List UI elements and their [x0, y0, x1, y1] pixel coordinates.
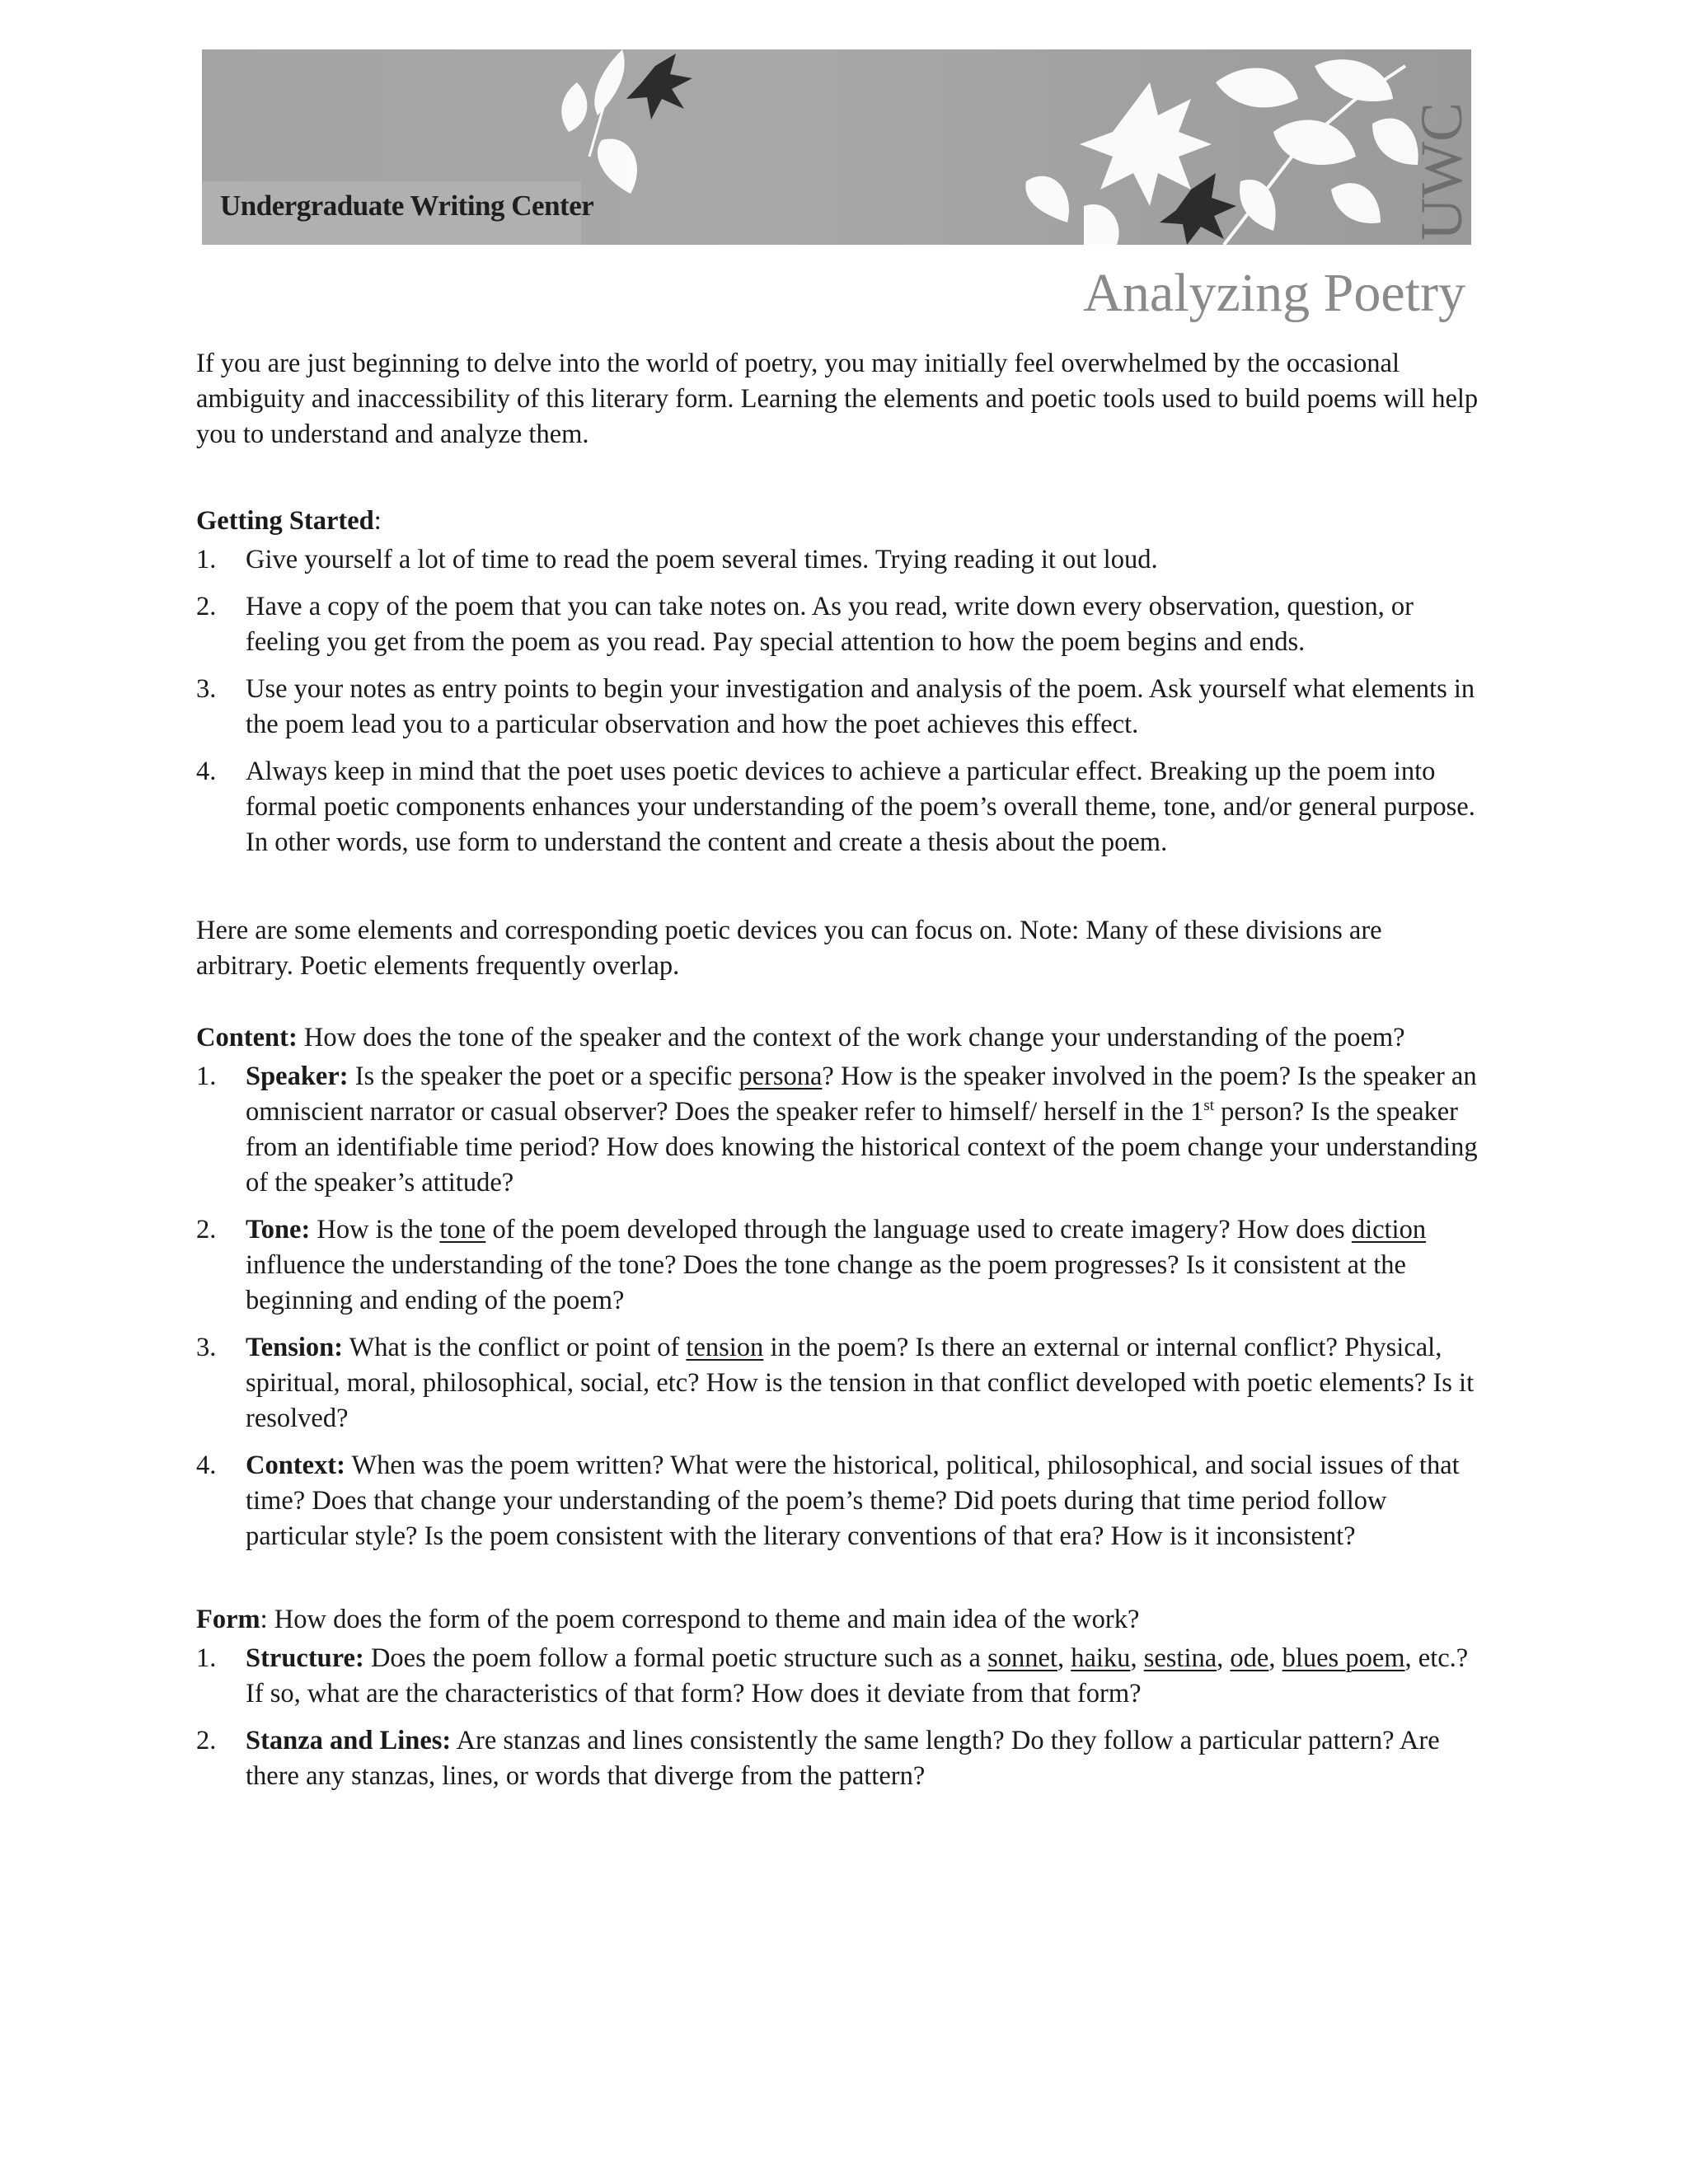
- form-heading: [196, 1602, 1482, 1638]
- spacer: [196, 984, 1482, 1020]
- list-item-number: 1.: [196, 1062, 217, 1091]
- context-item: [196, 1448, 1482, 1554]
- separator: ,: [1057, 1643, 1071, 1673]
- tone-text: of the poem developed through the language used to create imagery? How does: [485, 1215, 1352, 1244]
- speaker-text: person? Is the speaker from an identifiable time period? How does knowing the historical context of the poem change your understanding of the speaker’s attitude?: [246, 1097, 1478, 1197]
- list-item-text: Always keep in mind that the poet uses poetic devices to achieve a particular effect. Breaking up the poem into formal poetic components enhances your understanding of the poem’s overall theme, tone, and/or general purpose. In other words, use form to understand the content and create a thesis about the poem.: [246, 757, 1475, 857]
- tone-text: influence the understanding of the tone? Does the tone change as the poem progresses? Is it consistent at the beginning and ending of the poem?: [246, 1250, 1406, 1315]
- persona-link[interactable]: persona: [738, 1062, 823, 1091]
- speaker-text: ? How is the speaker involved in the poem? Is the speaker an omniscient narrator or casual observer? Does the speaker refer to himself/ herself in the 1: [246, 1062, 1477, 1127]
- uwc-logo-text: UWC: [1409, 102, 1475, 241]
- structure-term: Structure:: [246, 1643, 364, 1673]
- list-item-number: 2.: [196, 1215, 217, 1244]
- document-body: [196, 346, 1482, 1806]
- tension-item: [196, 1330, 1482, 1436]
- list-item: [196, 542, 1482, 578]
- separator: ,: [1268, 1643, 1282, 1673]
- tension-term: Tension:: [246, 1333, 344, 1362]
- context-text: When was the poem written? What were the historical, political, philosophical, and social issues of that time? Does that change your understanding of the poem’s theme? Did poets during that time period follow particular style? Is the poem consistent with the literary conventions of that era? How is it inconsistent?: [246, 1451, 1460, 1551]
- tension-link[interactable]: tension: [686, 1333, 764, 1362]
- separator: ,: [1130, 1643, 1144, 1673]
- speaker-term: Speaker:: [246, 1062, 349, 1091]
- form-list: [196, 1641, 1482, 1794]
- form-section: [196, 1602, 1482, 1794]
- tone-term: Tone:: [246, 1215, 311, 1244]
- structure-text: Does the poem follow a formal poetic structure such as a: [363, 1643, 988, 1673]
- sestina-link[interactable]: sestina: [1143, 1643, 1217, 1673]
- list-item-number: 4.: [196, 1451, 217, 1480]
- list-item-number: 3.: [196, 674, 217, 704]
- form-heading-question: : How does the form of the poem correspond to theme and main idea of the work?: [260, 1605, 1140, 1634]
- tone-link[interactable]: tone: [439, 1215, 486, 1244]
- sonnet-link[interactable]: sonnet: [987, 1643, 1057, 1673]
- header-banner: [202, 49, 1475, 245]
- superscript-st: st: [1203, 1097, 1215, 1115]
- structure-text: , etc.? If so, what are the characteristics of that form? How does it deviate from that form?: [246, 1643, 1469, 1708]
- list-item-number: 3.: [196, 1333, 217, 1362]
- spacer: [196, 1566, 1482, 1602]
- context-term: Context:: [246, 1451, 345, 1480]
- speaker-item: [196, 1059, 1482, 1201]
- list-item-text: Use your notes as entry points to begin your investigation and analysis of the poem. Ask yourself what elements in the poem lead you to a particular observation and how the poet achieves this effect.: [246, 674, 1475, 739]
- organization-name: Undergraduate Writing Center: [220, 190, 594, 222]
- list-item: [196, 754, 1482, 860]
- tone-text: How is the: [310, 1215, 440, 1244]
- getting-started-heading-text: Getting Started: [196, 506, 374, 536]
- page-title: Analyzing Poetry: [1083, 263, 1465, 323]
- getting-started-heading-colon: :: [373, 506, 382, 536]
- content-list: [196, 1059, 1482, 1554]
- getting-started-section: [196, 504, 1482, 860]
- separator: ,: [1217, 1643, 1231, 1673]
- list-item-text: Give yourself a lot of time to read the poem several times. Trying reading it out loud.: [246, 545, 1158, 574]
- structure-item: [196, 1641, 1482, 1712]
- list-item: [196, 589, 1482, 660]
- tension-text: What is the conflict or point of: [343, 1333, 687, 1362]
- elements-note-paragraph: Here are some elements and corresponding poetic devices you can focus on. Note: Many of these divisions are arbitrary. Poetic elements frequently overlap.: [196, 916, 1382, 981]
- haiku-link[interactable]: haiku: [1071, 1643, 1131, 1673]
- content-heading: [196, 1020, 1482, 1056]
- tone-item: [196, 1212, 1482, 1319]
- content-section: [196, 1020, 1482, 1554]
- speaker-text: Is the speaker the poet or a specific: [348, 1062, 739, 1091]
- list-item-number: 4.: [196, 757, 217, 786]
- intro-paragraph: If you are just beginning to delve into the world of poetry, you may initially feel overwhelmed by the occasional ambiguity and inaccessibility of this literary form. Learning the elements and poetic tools used to build poems will help you to understand and analyze them.: [196, 349, 1479, 449]
- getting-started-list: [196, 542, 1482, 860]
- list-item-text: Have a copy of the poem that you can take notes on. As you read, write down every observation, question, or feeling you get from the poem as you read. Pay special attention to how the poem begins and ends.: [246, 592, 1414, 657]
- blues-poem-link[interactable]: blues poem: [1282, 1643, 1405, 1673]
- tension-text: in the poem? Is there an external or internal conflict? Physical, spiritual, moral, philosophical, social, etc? How is the tension in that conflict developed with poetic elements? Is it resolved?: [246, 1333, 1475, 1433]
- stanza-item: [196, 1723, 1482, 1794]
- list-item-number: 2.: [196, 592, 217, 621]
- stanza-term: Stanza and Lines:: [246, 1726, 452, 1755]
- ode-link[interactable]: ode: [1230, 1643, 1269, 1673]
- spacer: [196, 872, 1482, 913]
- list-item-number: 1.: [196, 545, 217, 574]
- getting-started-heading: [196, 504, 1482, 539]
- form-heading-term: Form: [196, 1605, 260, 1634]
- list-item-number: 1.: [196, 1643, 217, 1673]
- stanza-text: Are stanzas and lines consistently the same length? Do they follow a particular pattern? Are there any stanzas, lines, or words that diverge from the pattern?: [246, 1726, 1440, 1791]
- content-heading-question: How does the tone of the speaker and the context of the work change your understanding of the poem?: [297, 1023, 1405, 1052]
- content-heading-term: Content:: [196, 1023, 298, 1052]
- list-item: [196, 672, 1482, 743]
- diction-link[interactable]: diction: [1351, 1215, 1427, 1244]
- list-item-number: 2.: [196, 1726, 217, 1755]
- uwc-logo: [1409, 49, 1475, 245]
